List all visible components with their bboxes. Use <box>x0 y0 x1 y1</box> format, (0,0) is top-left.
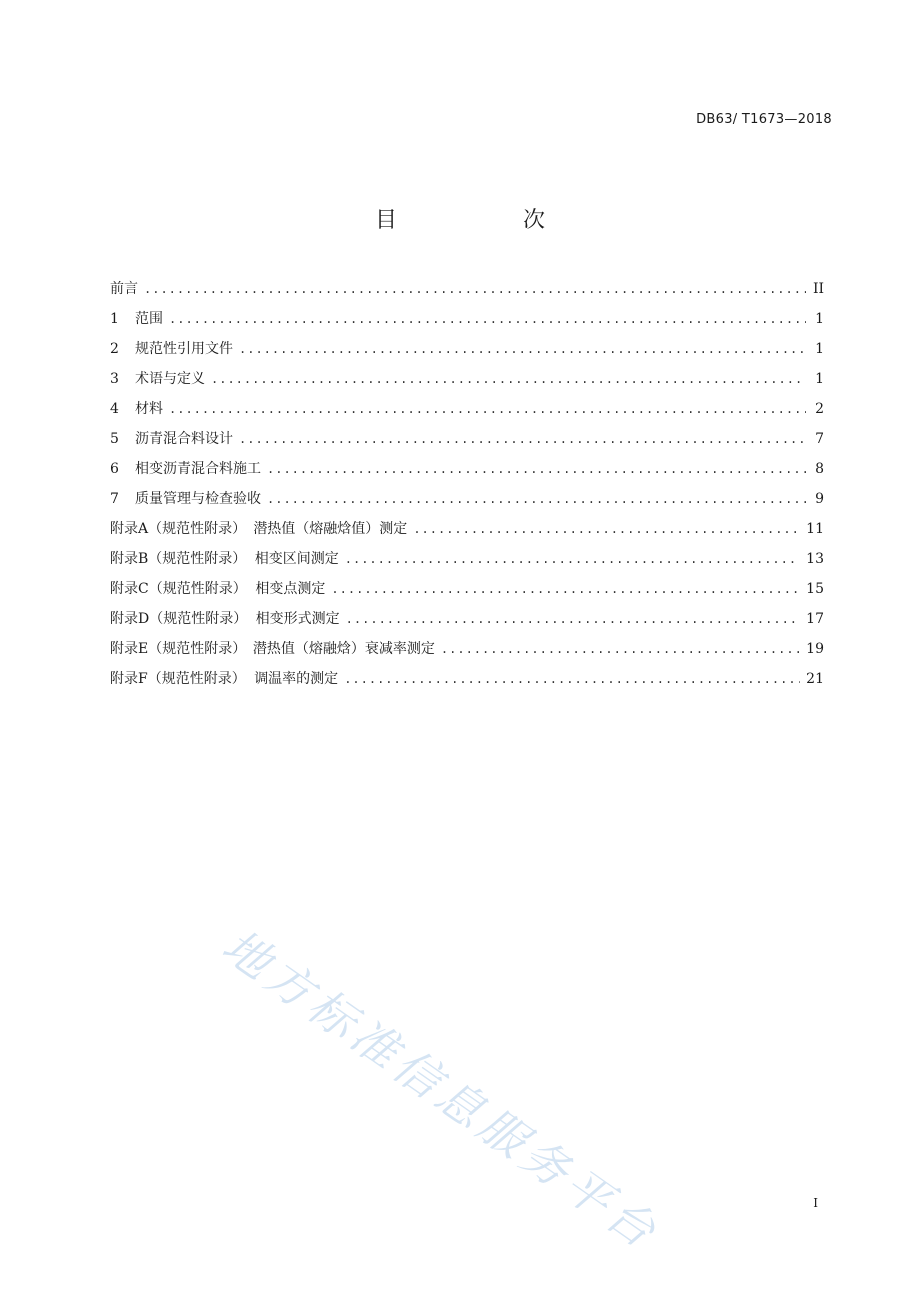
toc-leader-dots <box>345 552 800 566</box>
toc-entry-number: 2 <box>110 341 119 357</box>
toc-entry-label: 附录D（规范性附录） <box>110 611 248 627</box>
toc-entry-number: 5 <box>110 431 119 447</box>
toc-entry-number: 4 <box>110 401 119 417</box>
toc-entry-label: 附录E（规范性附录） <box>110 641 247 657</box>
toc-entry-materials[interactable] <box>110 398 824 428</box>
toc-leader-dots <box>211 372 806 386</box>
toc-entry-label: 附录A（规范性附录） <box>110 521 247 537</box>
toc-leader-dots <box>331 582 800 596</box>
toc-entry-page: 9 <box>815 491 824 507</box>
toc-leader-dots <box>413 522 800 536</box>
toc-entry-number: 3 <box>110 371 119 387</box>
toc-entry-page: 13 <box>806 551 824 567</box>
toc-entry-appendix-d[interactable] <box>110 608 824 638</box>
watermark: 地方标准信息服务平台 <box>212 918 670 1261</box>
toc-entry-appendix-f[interactable] <box>110 668 824 698</box>
toc-leader-dots <box>239 342 806 356</box>
toc-entry-label: 附录F（规范性附录） <box>110 671 246 687</box>
toc-entry-label: 沥青混合料设计 <box>135 431 233 447</box>
toc-leader-dots <box>346 612 801 626</box>
toc-leader-dots <box>344 672 800 686</box>
toc-entry-label: 前言 <box>110 281 138 297</box>
toc-entry-page: 17 <box>806 611 824 627</box>
toc-entry-scope[interactable] <box>110 308 824 338</box>
standard-code: DB63/ T1673—2018 <box>696 112 832 127</box>
toc-entry-subtitle: 潜热值（熔融焓值）测定 <box>253 521 408 537</box>
toc-entry-subtitle: 相变形式测定 <box>255 611 340 627</box>
toc-entry-number: 7 <box>110 491 119 507</box>
toc-entry-construction[interactable] <box>110 458 824 488</box>
table-of-contents <box>110 278 824 698</box>
toc-entry-label: 材料 <box>135 401 163 417</box>
toc-entry-page: 8 <box>815 461 824 477</box>
page-number: I <box>813 1196 818 1210</box>
toc-leader-dots <box>239 432 806 446</box>
toc-entry-subtitle: 相变点测定 <box>255 581 326 597</box>
toc-entry-page: 7 <box>815 431 824 447</box>
toc-entry-label: 附录B（规范性附录） <box>110 551 247 567</box>
toc-entry-subtitle: 潜热值（熔融焓）衰减率测定 <box>252 641 435 657</box>
toc-entry-appendix-a[interactable] <box>110 518 824 548</box>
toc-entry-terms[interactable] <box>110 368 824 398</box>
toc-entry-number: 1 <box>110 311 119 327</box>
toc-entry-appendix-c[interactable] <box>110 578 824 608</box>
toc-entry-page: 1 <box>815 371 824 387</box>
toc-entry-label: 相变沥青混合料施工 <box>135 461 261 477</box>
toc-entry-foreword[interactable] <box>110 278 824 308</box>
toc-leader-dots <box>441 642 800 656</box>
toc-entry-appendix-b[interactable] <box>110 548 824 578</box>
toc-leader-dots <box>267 492 806 506</box>
toc-entry-normative-references[interactable] <box>110 338 824 368</box>
toc-entry-page: II <box>812 281 824 297</box>
toc-entry-page: 11 <box>806 521 824 537</box>
toc-entry-page: 2 <box>815 401 824 417</box>
toc-entry-page: 1 <box>815 341 824 357</box>
toc-entry-subtitle: 相变区间测定 <box>254 551 339 567</box>
toc-entry-number: 6 <box>110 461 119 477</box>
toc-leader-dots <box>169 402 806 416</box>
toc-entry-label: 质量管理与检查验收 <box>135 491 261 507</box>
toc-entry-appendix-e[interactable] <box>110 638 824 668</box>
toc-entry-label: 术语与定义 <box>135 371 205 387</box>
toc-leader-dots <box>144 282 806 296</box>
toc-entry-quality-management[interactable] <box>110 488 824 518</box>
toc-entry-page: 15 <box>806 581 824 597</box>
toc-entry-label: 范围 <box>135 311 163 327</box>
toc-entry-label: 附录C（规范性附录） <box>110 581 247 597</box>
page-title: 目 次 <box>374 208 597 233</box>
toc-leader-dots <box>169 312 806 326</box>
toc-entry-mix-design[interactable] <box>110 428 824 458</box>
toc-entry-label: 规范性引用文件 <box>135 341 233 357</box>
toc-entry-page: 19 <box>806 641 824 657</box>
toc-entry-subtitle: 调温率的测定 <box>254 671 339 687</box>
toc-entry-page: 21 <box>806 671 824 687</box>
toc-entry-page: 1 <box>815 311 824 327</box>
toc-leader-dots <box>267 462 806 476</box>
